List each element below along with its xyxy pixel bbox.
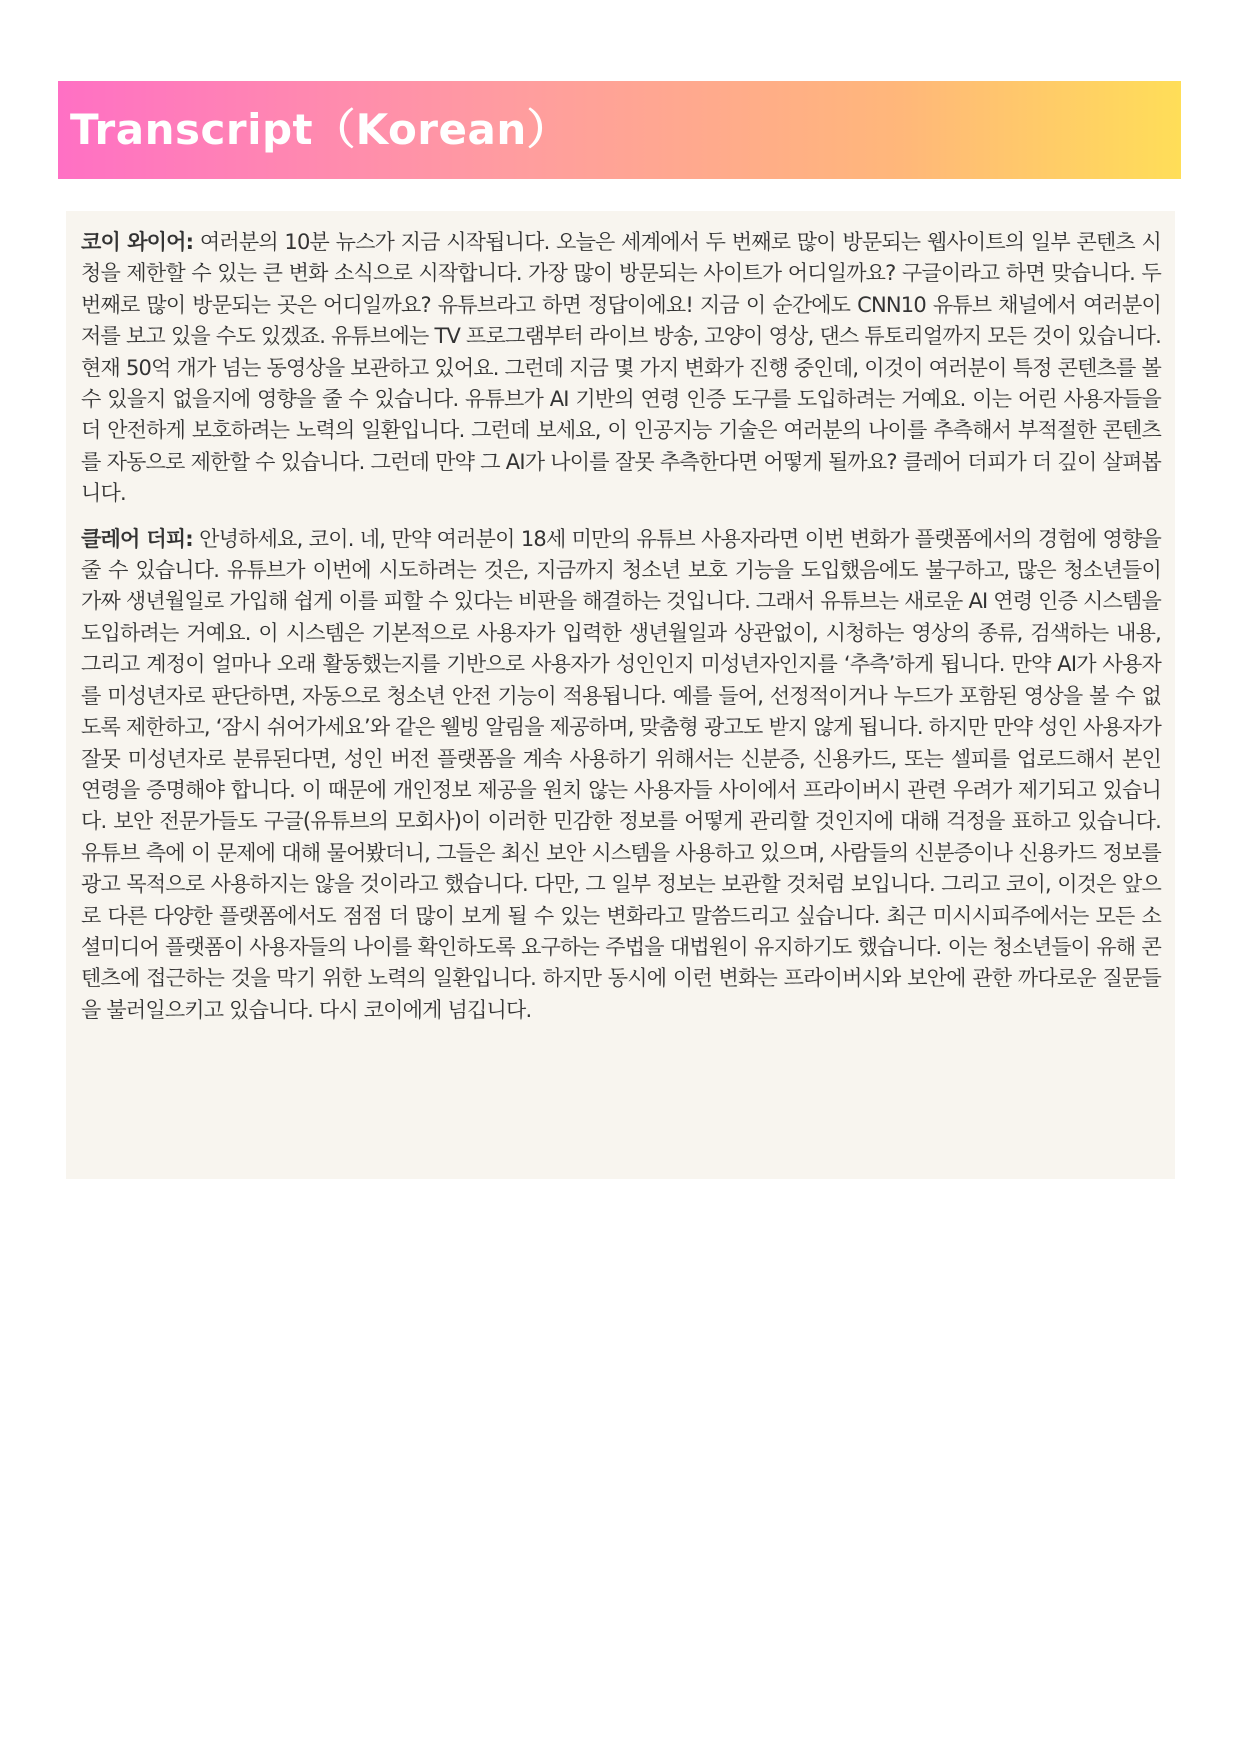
transcript-text: 여러분의 10분 뉴스가 지금 시작됩니다. 오늘은 세계에서 두 번째로 많이 방문되는 웹사이트의 일부 콘텐츠 시청을 제한할 수 있는 큰 변화 소식으로 시작합니다. 가장 많이 방문되는 사이트가 어디일까요? 구글이라고 하면 맞습니다. 두 번째로 많이 방문되는 곳은 어디일까요? 유튜브라고 하면 정답이에요! 지금 이 순간에도 CNN10 유튜브 채널에서 여러분이 저를 보고 있을 수도 있겠죠. 유튜브에는 TV 프로그램부터 라이브 방송, 고양이 영상, 댄스 튜토리얼까지 모든 것이 있습니다. 현재 50억 개가 넘는 동영상을 보관하고 있어요. 그런데 지금 몇 가지 변화가 진행 중인데, 이것이 여러분이 특정 콘텐츠를 볼 수 있을지 없을지에 영향을 줄 수 있습니다. 유튜브가 AI 기반의 연령 인증 도구를 도입하려는 거예요. 이는 어린 사용자들을 더 안전하게 보호하려는 노력의 일환입니다. 그런데 보세요, 이 인공지능 기술은 여러분의 나이를 추측해서 부적절한 콘텐츠를 자동으로 제한할 수 있습니다. 그런데 만약 그 AI가 나이를 잘못 추측한다면 어떻게 될까요? 클레어 더피가 더 깊이 살펴봅니다. <box>81 230 1161 506</box>
transcript-paragraph-2 <box>81 524 1161 1027</box>
transcript-text: 안녕하세요, 코이. 네, 만약 여러분이 18세 미만의 유튜브 사용자라면 이번 변화가 플랫폼에서의 경험에 영향을 줄 수 있습니다. 유튜브가 이번에 시도하려는 것은, 지금까지 청소년 보호 기능을 도입했음에도 불구하고, 많은 청소년들이 가짜 생년월일로 가입해 쉽게 이를 피할 수 있다는 비판을 해결하는 것입니다. 그래서 유튜브는 새로운 AI 연령 인증 시스템을 도입하려는 거예요. 이 시스템은 기본적으로 사용자가 입력한 생년월일과 상관없이, 시청하는 영상의 종류, 검색하는 내용, 그리고 계정이 얼마나 오래 활동했는지를 기반으로 사용자가 성인인지 미성년자인지를 ‘추측’하게 됩니다. 만약 AI가 사용자를 미성년자로 판단하면, 자동으로 청소년 안전 기능이 적용됩니다. 예를 들어, 선정적이거나 누드가 포함된 영상을 볼 수 없도록 제한하고, ‘잠시 쉬어가세요’와 같은 웰빙 알림을 제공하며, 맞춤형 광고도 받지 않게 됩니다. 하지만 만약 성인 사용자가 잘못 미성년자로 분류된다면, 성인 버전 플랫폼을 계속 사용하기 위해서는 신분증, 신용카드, 또는 셀피를 업로드해서 본인 연령을 증명해야 합니다. 이 때문에 개인정보 제공을 원치 않는 사용자들 사이에서 프라이버시 관련 우려가 제기되고 있습니다. 보안 전문가들도 구글(유튜브의 모회사)이 이러한 민감한 정보를 어떻게 관리할 것인지에 대해 걱정을 표하고 있습니다. 유튜브 측에 이 문제에 대해 물어봤더니, 그들은 최신 보안 시스템을 사용하고 있으며, 사람들의 신분증이나 신용카드 정보를 광고 목적으로 사용하지는 않을 것이라고 했습니다. 다만, 그 일부 정보는 보관할 것처럼 보입니다. 그리고 코이, 이것은 앞으로 다른 다양한 플랫폼에서도 점점 더 많이 보게 될 수 있는 변화라고 말씀드리고 싶습니다. 최근 미시시피주에서는 모든 소셜미디어 플랫폼이 사용자들의 나이를 확인하도록 요구하는 주법을 대법원이 유지하기도 했습니다. 이는 청소년들이 유해 콘텐츠에 접근하는 것을 막기 위한 노력의 일환입니다. 하지만 동시에 이런 변화는 프라이버시와 보안에 관한 까다로운 질문들을 불러일으키고 있습니다. 다시 코이에게 넘깁니다. <box>81 526 1161 1022</box>
transcript-header-banner <box>58 81 1181 179</box>
transcript-paragraph-1 <box>81 227 1161 510</box>
speaker-name: 코이 와이어: <box>81 230 194 254</box>
transcript-body <box>66 211 1175 1179</box>
page-title: Transcript（Korean） <box>70 105 570 154</box>
speaker-name: 클레어 더피: <box>81 526 193 551</box>
